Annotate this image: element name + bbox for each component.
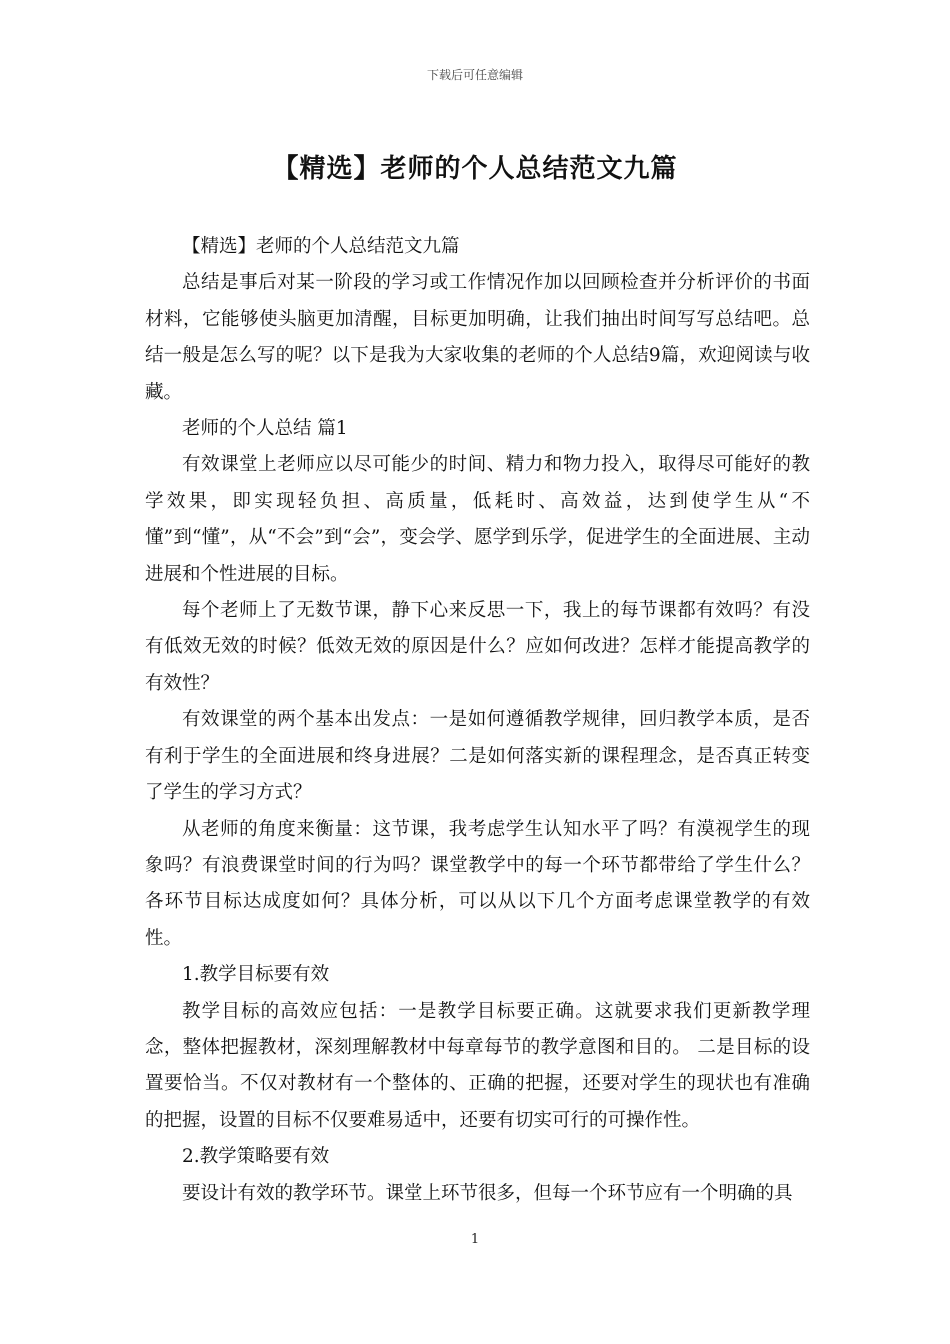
subsection-heading: 2.教学策略要有效 — [182, 1146, 330, 1168]
paragraph: 有效课堂的两个基本出发点：一是如何遵循教学规律，回归教学本质，是否有利于学生的全面进展和终身进展？二是如何落实新的课程理念，是否真正转变了学生的学习方式？ — [145, 709, 810, 804]
paragraph: 从老师的角度来衡量：这节课，我考虑学生认知水平了吗？有漠视学生的现象吗？有浪费课堂时间的行为吗？课堂教学中的每一个环节都带给了学生什么？各环节目标达成度如何？具体分析，可以从以下几个方面考虑课堂教学的有效性。 — [145, 818, 810, 949]
paragraph: 总结是事后对某一阶段的学习或工作情况作加以回顾检查并分析评价的书面材料，它能够使头脑更加清醒，目标更加明确，让我们抽出时间写写总结吧。总结一般是怎么写的呢？以下是我为大家收集的老师的个人总结9篇，欢迎阅读与收藏。 — [145, 272, 810, 403]
paragraph: 教学目标的高效应包括：一是教学目标要正确。这就要求我们更新教学理念，整体把握教材，深刻理解教材中每章每节的教学意图和目的。 二是目标的设置要恰当。不仅对教材有一个整体的、正确的把握，还要对学生的现状也有准确的把握，设置的目标不仅要难易适中，还要有切实可行的可操作性。 — [145, 1000, 810, 1131]
page-number: 1 — [470, 1232, 480, 1247]
paragraph: 有效课堂上老师应以尽可能少的时间、精力和物力投入，取得尽可能好的教学效果，即实现轻负担、高质量，低耗时、高效益，达到使学生从“不懂”到“懂”，从“不会”到“会”，变会学、愿学到乐学，促进学生的全面进展、主动进展和个性进展的目标。 — [145, 454, 810, 585]
subsection-heading: 1.教学目标要有效 — [182, 964, 330, 986]
header-note: 下载后可任意编辑 — [426, 68, 523, 82]
paragraph: 要设计有效的教学环节。课堂上环节很多，但每一个环节应有一个明确的具 — [182, 1182, 793, 1204]
document-body — [145, 229, 810, 1212]
section-heading: 老师的个人总结 篇1 — [182, 418, 348, 440]
paragraph: 每个老师上了无数节课，静下心来反思一下，我上的每节课都有效吗？有没有低效无效的时候？低效无效的原因是什么？应如何改进？怎样才能提高教学的有效性？ — [145, 600, 810, 694]
paragraph: 【精选】老师的个人总结范文九篇 — [182, 236, 460, 257]
document-title: 【精选】老师的个人总结范文九篇 — [272, 154, 678, 184]
